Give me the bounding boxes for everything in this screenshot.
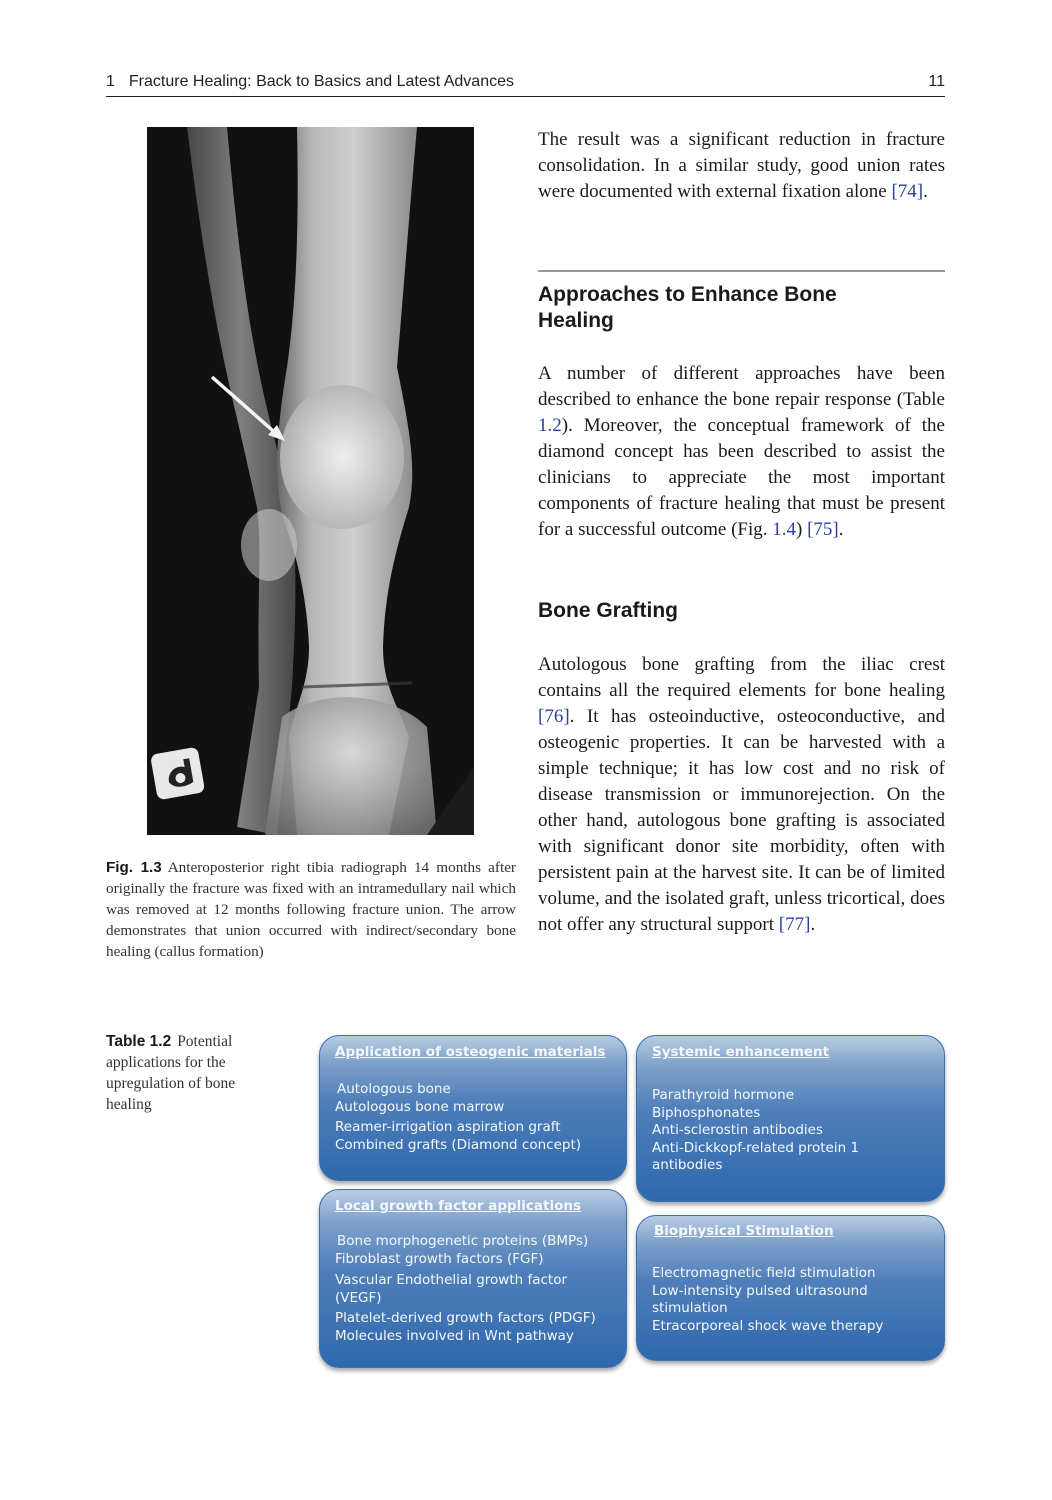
paragraph-text: ) <box>796 519 808 540</box>
page-number: 11 <box>928 73 945 90</box>
paragraph-text: A number of different approaches have been described to enhance the bone repair response (Table <box>538 363 945 410</box>
citation-link[interactable]: [76] <box>538 706 570 727</box>
running-header-chapter <box>106 73 514 91</box>
section-divider <box>538 270 945 272</box>
table-reference-link[interactable]: 1.2 <box>538 415 562 436</box>
tibia-radiograph-image <box>147 127 474 835</box>
table-caption-text: Potential applications for the upregulation of bone healing <box>106 1033 236 1113</box>
paragraph-text: ). Moreover, the conceptual framework of the diamond concept has been described to assist the clinicians to appreciate the most important components of fracture healing that must be present for a successful outcome (Fig. <box>538 415 945 540</box>
paragraph-text: . It has osteoinductive, osteoconductive, and osteogenic properties. It can be harvested with a simple technique; it has low cost and no risk of disease transmission or immunorejection. On the other hand, autologous bone grafting is associated with significant donor site morbidity, often with persistent pain at the harvest site. It can be of limited volume, and the isolated graft, unless tricortical, does not offer any structural support <box>538 706 945 935</box>
chapter-number: 1 <box>106 73 115 90</box>
heading-line-2: Healing <box>538 309 614 332</box>
list-item: Combined grafts (Diamond concept) <box>335 1136 582 1153</box>
chapter-title: Fracture Healing: Back to Basics and Latest Advances <box>128 73 514 90</box>
box-items <box>652 1087 932 1175</box>
list-item: Molecules involved in Wnt pathway <box>335 1327 574 1344</box>
heading-line-1: Approaches to Enhance Bone <box>538 283 837 306</box>
box-systemic-enhancement <box>636 1035 945 1202</box>
paragraph-text: Autologous bone grafting from the iliac crest contains all the required elements for bone healing <box>538 654 945 701</box>
section-heading-approaches <box>538 282 945 334</box>
intro-end: . <box>923 181 928 202</box>
list-item: Parathyroid hormone <box>652 1087 794 1103</box>
box-title: Systemic enhancement <box>652 1044 830 1060</box>
table-label: Table 1.2 <box>106 1033 172 1050</box>
citation-link[interactable]: [75] <box>807 519 839 540</box>
list-item: Platelet-derived growth factors (PDGF) <box>335 1310 596 1326</box>
box-items <box>335 1233 614 1345</box>
box-osteogenic-materials <box>319 1035 627 1181</box>
figure-caption-text: Anteroposterior right tibia radiograph 14 months after originally the fracture was fixed with an intramedullary nail which was removed at 12 months following fracture union. The arrow demonstrates that union occurred with indirect/secondary bone healing (callus formation) <box>106 859 516 960</box>
list-item: Bone morphogenetic proteins (BMPs) <box>337 1233 589 1249</box>
list-item: Etracorporeal shock wave therapy <box>652 1317 884 1334</box>
citation-link[interactable]: [74] <box>891 181 924 202</box>
list-item: Anti-sclerostin antibodies <box>652 1122 824 1138</box>
list-item: Low-intensity pulsed ultrasound stimulation <box>652 1282 868 1316</box>
list-item: Anti-Dickkopf-related protein 1 antibodies <box>652 1139 860 1173</box>
xray-figure <box>147 127 474 835</box>
running-header <box>106 72 945 97</box>
box-items <box>335 1081 614 1154</box>
list-item: Reamer-irrigation aspiration graft <box>335 1119 561 1135</box>
section-heading-bone-grafting: Bone Grafting <box>538 599 678 622</box>
box-local-growth-factors <box>319 1189 627 1368</box>
figure-reference-link[interactable]: 1.4 <box>772 519 797 540</box>
box-items <box>652 1265 932 1335</box>
list-item: Autologous bone <box>337 1081 451 1097</box>
list-item: Electromagnetic field stimulation <box>652 1265 876 1281</box>
intro-text: The result was a significant reduction in fracture consolidation. In a similar study, good union rates were documented with external fixation alone <box>538 129 945 202</box>
list-item: Biphosphonates <box>652 1104 761 1121</box>
paragraph-text: . <box>838 519 844 540</box>
paragraph-text: . <box>810 914 816 935</box>
box-title: Local growth factor applications <box>335 1198 582 1214</box>
box-title: Biophysical Stimulation <box>654 1223 834 1239</box>
list-item: Fibroblast growth factors (FGF) <box>335 1250 544 1267</box>
figure-caption <box>106 857 516 962</box>
bone-grafting-paragraph <box>538 652 945 938</box>
intro-paragraph <box>538 127 945 205</box>
table-caption <box>106 1031 266 1115</box>
list-item: Vascular Endothelial growth factor (VEGF) <box>335 1272 568 1306</box>
approaches-paragraph <box>538 361 945 543</box>
list-item: Autologous bone marrow <box>335 1098 505 1115</box>
box-biophysical-stimulation <box>636 1215 945 1361</box>
box-title: Application of osteogenic materials <box>335 1044 606 1060</box>
citation-link[interactable]: [77] <box>778 914 811 935</box>
figure-label: Fig. 1.3 <box>106 859 162 876</box>
